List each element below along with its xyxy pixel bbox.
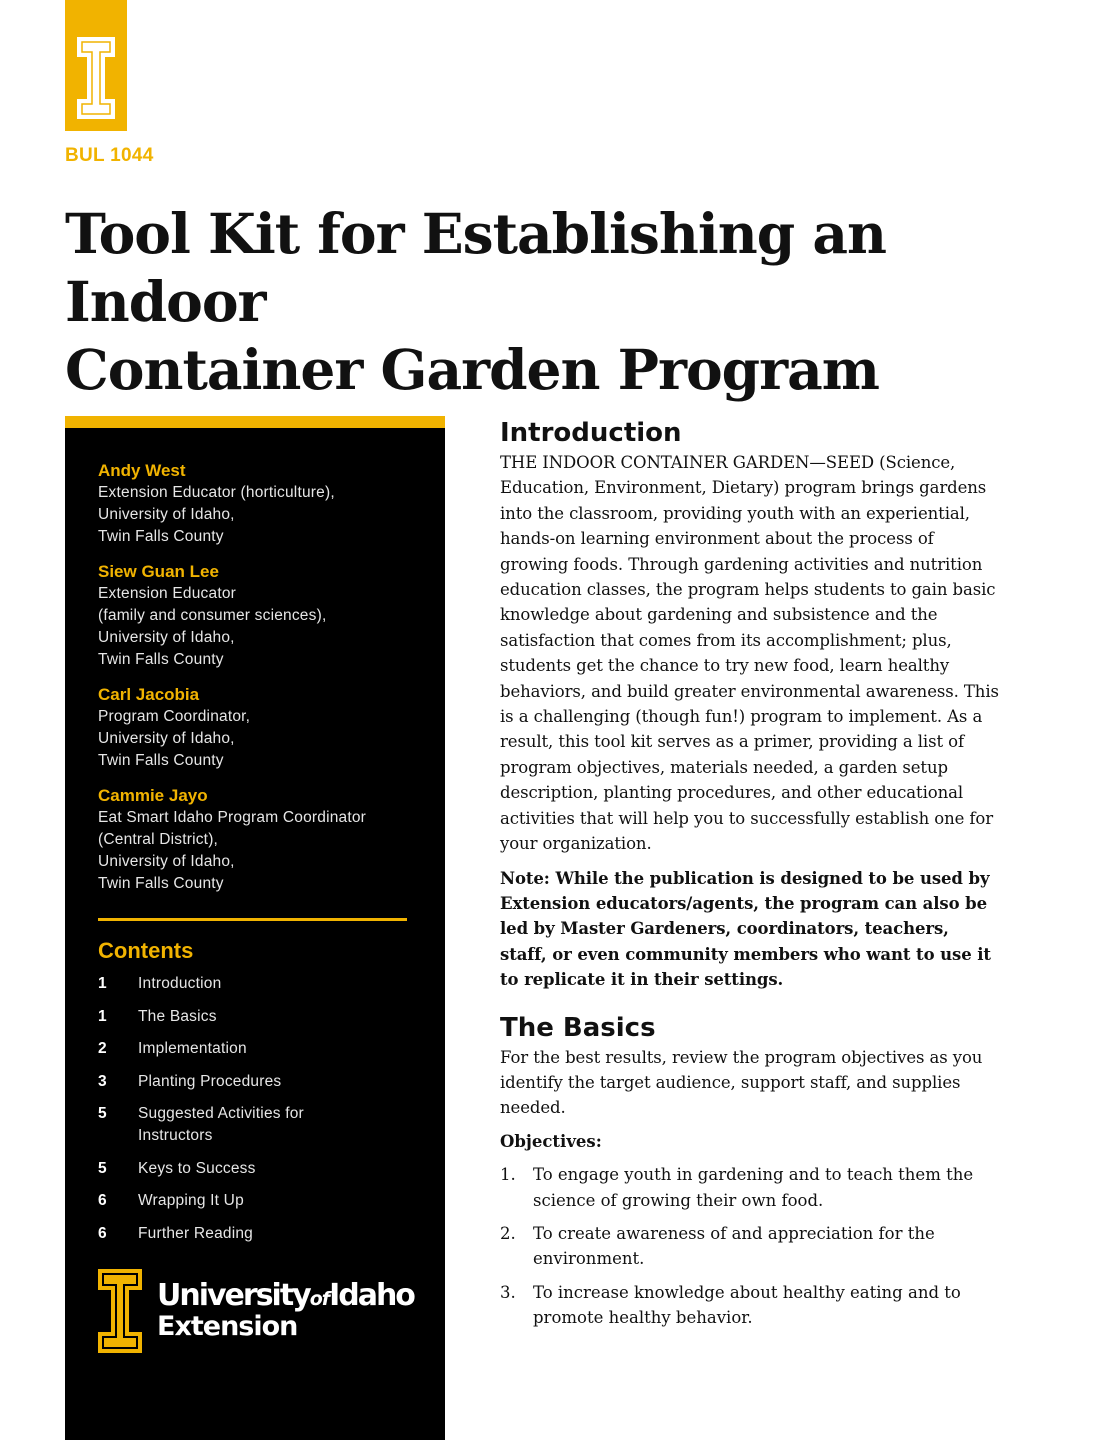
toc-item-suggested-activities[interactable]	[98, 1103, 418, 1147]
toc-label: Wrapping It Up	[138, 1192, 244, 1209]
toc-item-further-reading[interactable]	[98, 1223, 418, 1245]
author-affiliation: Twin Falls County	[98, 875, 224, 892]
toc-item-introduction[interactable]	[98, 973, 418, 995]
author-affiliation: Eat Smart Idaho Program Coordinator	[98, 809, 367, 826]
page-title	[65, 200, 1065, 404]
contents-heading: Contents	[98, 938, 194, 963]
toc-label: Further Reading	[138, 1224, 254, 1242]
objectives-list	[500, 1162, 1000, 1330]
toc-page-number: 3	[98, 1072, 107, 1090]
logo-extension: Extension	[157, 1311, 298, 1342]
table-of-contents	[98, 973, 418, 1255]
logo-of: of	[309, 1288, 330, 1310]
toc-label: Keys to Success	[138, 1159, 256, 1177]
toc-page-number: 1	[98, 1007, 107, 1025]
author-name: Cammie Jayo	[98, 786, 208, 805]
logo-university: University	[157, 1278, 310, 1313]
list-item-number: 1.	[500, 1165, 516, 1185]
toc-page-number: 2	[98, 1040, 107, 1057]
toc-item-wrapping-it-up[interactable]	[98, 1190, 418, 1212]
list-item-number: 2.	[500, 1223, 516, 1243]
author-affiliation: Twin Falls County	[98, 651, 224, 668]
author-name: Andy West	[98, 461, 186, 480]
author-affiliation: Extension Educator	[98, 585, 237, 602]
introduction-paragraph: THE INDOOR CONTAINER GARDEN—SEED (Science, Education, Environment, Dietary) program brings gardens into the classroom, providing youth with an experiential, hands-on learning environment about the process of growing foods. Through gardening activities and nutrition education classes, the program helps students to gain basic knowledge about gardening and subsistence and the satisfaction that comes from its accomplishment; plus, students get the chance to try new food, learn healthy behaviors, and build greater environmental awareness. This is a challenging (though fun!) program to implement. As a result, this tool kit serves as a primer, providing a list of program objectives, materials needed, a garden setup description, planting procedures, and other educational activities that will help you to successfully establish one for your organization.	[500, 453, 999, 854]
list-item	[500, 1280, 1000, 1331]
list-item-text: To engage youth in gardening and to teach them the science of growing their own food.	[533, 1165, 974, 1210]
toc-page-number: 6	[98, 1192, 107, 1209]
author-name: Siew Guan Lee	[98, 562, 219, 581]
toc-page-number: 1	[98, 975, 107, 992]
author-affiliation: Extension Educator (horticulture),	[98, 484, 335, 501]
list-item-number: 3.	[500, 1282, 516, 1302]
author-affiliation: Twin Falls County	[98, 528, 224, 545]
toc-item-planting-procedures[interactable]	[98, 1071, 418, 1093]
author-affiliation: (family and consumer sciences),	[98, 607, 327, 624]
main-content	[500, 416, 1000, 1331]
author-affiliation: University of Idaho,	[98, 853, 235, 870]
toc-label: Suggested Activities for Instructors	[138, 1105, 304, 1144]
toc-page-number: 5	[98, 1105, 107, 1122]
toc-label: Planting Procedures	[138, 1072, 282, 1090]
list-item	[500, 1162, 1000, 1213]
list-item	[500, 1221, 1000, 1272]
list-item-text: To increase knowledge about healthy eating and to promote healthy behavior.	[533, 1282, 961, 1328]
author-affiliation: University of Idaho,	[98, 506, 235, 523]
logo-idaho: Idaho	[329, 1278, 414, 1313]
list-item-text: To create awareness of and appreciation for the environment.	[533, 1223, 935, 1269]
toc-item-implementation[interactable]	[98, 1038, 418, 1060]
author-affiliation: Program Coordinator,	[98, 708, 251, 725]
author-block	[98, 561, 428, 671]
author-affiliation: University of Idaho,	[98, 730, 235, 747]
university-i-logo-tab	[65, 0, 127, 131]
toc-label: Introduction	[138, 975, 222, 992]
toc-label: Implementation	[138, 1040, 247, 1057]
author-affiliation: (Central District),	[98, 831, 219, 848]
toc-item-keys-to-success[interactable]	[98, 1158, 418, 1180]
author-block	[98, 785, 428, 895]
university-of-idaho-extension-logo	[97, 1268, 417, 1358]
basics-paragraph: For the best results, review the program objectives as you identify the target audience, support staff, and supplies needed.	[500, 1047, 983, 1118]
author-affiliation: Twin Falls County	[98, 752, 224, 769]
basics-heading: The Basics	[500, 1012, 656, 1043]
university-i-icon	[97, 1268, 143, 1354]
author-block	[98, 684, 428, 772]
note-paragraph: Note: While the publication is designed to be used by Extension educators/agents, the program can also be led by Master Gardeners, coordinators, teachers, staff, or even community members who want to use it to replicate it in their settings.	[500, 868, 991, 990]
author-list	[98, 460, 428, 908]
toc-page-number: 6	[98, 1224, 107, 1242]
university-i-icon	[76, 36, 116, 120]
toc-label: The Basics	[138, 1007, 217, 1025]
toc-page-number: 5	[98, 1159, 107, 1177]
logo-wordmark	[157, 1278, 414, 1313]
bulletin-number: BUL 1044	[65, 145, 154, 166]
title-line-1: Tool Kit for Establishing an Indoor	[65, 201, 886, 334]
title-line-2: Container Garden Program	[65, 337, 879, 402]
objectives-heading: Objectives:	[500, 1131, 602, 1151]
author-affiliation: University of Idaho,	[98, 629, 235, 646]
introduction-heading: Introduction	[500, 418, 682, 448]
toc-item-the-basics[interactable]	[98, 1006, 418, 1028]
author-name: Carl Jacobia	[98, 685, 200, 704]
sidebar	[65, 416, 445, 1440]
sidebar-divider	[98, 918, 407, 921]
author-block	[98, 460, 428, 548]
